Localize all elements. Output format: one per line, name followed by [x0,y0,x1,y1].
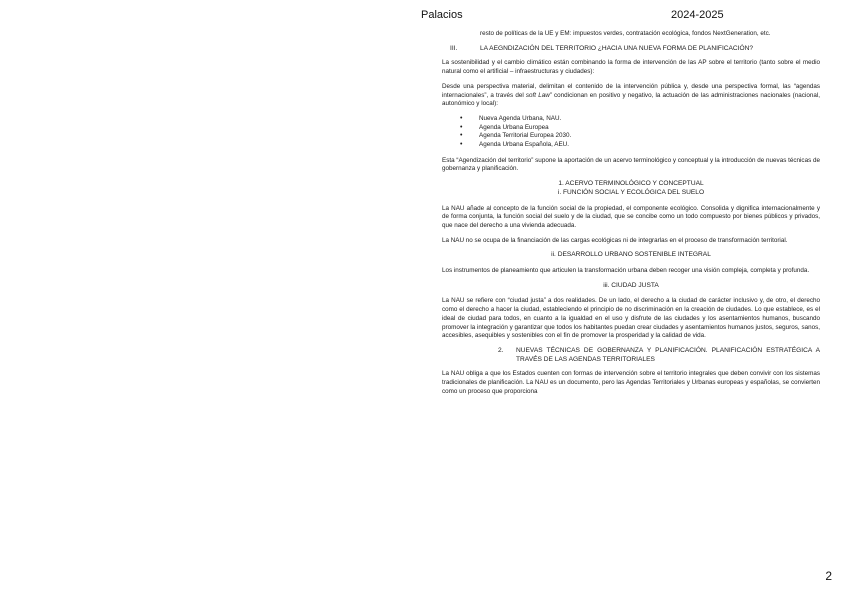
document-body [442,30,820,403]
paragraph-6: Los instrumentos de planeamiento que articulen la transformación urbana deben recoger una visión compleja, completa y profunda. [442,267,810,275]
paragraph-4: La NAU añade al concepto de la función social de la propiedad, el componente ecológico. Consolida y dignifica internacionalmente y de forma conjunta, la función social del suelo y de la ciudad, que se concibe como un todo compuesto por bienes públicos y privados, que nace del derecho a una vivienda adecuada. [442,204,820,229]
list-item: • Agenda Urbana Española, AEU. [460,141,820,150]
subheading-1-i: i. FUNCIÓN SOCIAL Y ECOLÓGICA DEL SUELO [557,188,705,196]
paragraph-2-text-a: Desde una perspectiva material, delimitan el contenido de la intervención pública y, desde una perspectiva formal, las “agendas internacionales”, a través del [442,82,820,99]
list-item: • Nueva Agenda Urbana, NAU. [460,115,820,124]
section-number: III. [450,44,458,52]
paragraph-2-emphasis: soft Law” [525,91,552,99]
subheading-1-ii: ii. DESARROLLO URBANO SOSTENIBLE INTEGRAL [551,251,711,259]
section-title: LA AEGNDIZACIÓN DEL TERRITORIO ¿HACIA UNA NUEVA FORMA DE PLANIFICACIÓN? [480,44,754,52]
paragraph-2-text-b: condicionan en positivo y negativo, la actuación de las administraciones nacionales (nacional, autonómico y local): [442,91,820,108]
header-author: Palacios [421,9,463,21]
page-number: 2 [825,569,832,583]
subheading-title: NUEVAS TÉCNICAS DE GOBERNANZA Y PLANIFICACIÓN. PLANIFICACIÓN ESTRATÉGICA A TRAVÉS DE LAS AGENDAS TERRITORIALES [516,346,820,363]
list-item: • Agenda Urbana Europea [460,124,820,133]
paragraph-5: La NAU no se ocupa de la financiación de las cargas ecológicas ni de integrarlas en el proceso de transformación territorial. [442,236,788,244]
paragraph-2 [442,83,820,109]
subheading-2 [442,347,820,364]
paragraph-1: La sostenibilidad y el cambio climático están combinando la forma de intervención de las AP sobre el territorio (tanto sobre el medio natural como el artificial – infraestructuras y ciudades): [442,59,820,76]
continued-paragraph: resto de políticas de la UE y EM: impuestos verdes, contratación ecológica, fondos NextGeneration, etc. [480,30,771,37]
paragraph-3: Esta “Agendización del territorio” supone la aportación de un acervo terminológico y conceptual y la introducción de nuevas técnicas de gobernanza y planificación. [442,156,820,173]
agenda-list [442,115,820,150]
section-heading-iii [450,45,820,54]
paragraph-7: La NAU se refiere con “ciudad justa” a dos realidades. De un lado, el derecho a la ciudad de carácter inclusivo y, de otro, el derecho como el derecho a hacer la ciudad, estableciendo el principio de no discriminación en la creación de ciudades. Lo que establece, es el ideal de ciudad para todos, en cuanto a la igualdad en el uso y disfrute de las ciudades y los asentamientos humanos, buscando promover la integración y garantizar que todos los habitantes puedan crear ciudades y asentamientos humanos justos, seguros, sanos, accesibles, asequibles y sostenibles con el fin de promover la prosperidad y la calidad de vida. [442,297,820,340]
subheading-1-iii: iii. CIUDAD JUSTA [603,281,659,289]
subheading-1: 1. ACERVO TERMINOLÓGICO Y CONCEPTUAL [558,180,704,188]
paragraph-8: La NAU obliga a que los Estados cuenten con formas de intervención sobre el territorio integrales que deben convivir con los sistemas tradicionales de planificación. La NAU es un documento, pero las Agendas Territoriales y Urbanas europeas y españolas, se convierten como un proceso que proporciona [442,370,820,395]
list-item: • Agenda Territorial Europea 2030. [460,132,820,141]
header-year: 2024-2025 [671,9,724,21]
subheading-number: 2. [498,346,504,354]
